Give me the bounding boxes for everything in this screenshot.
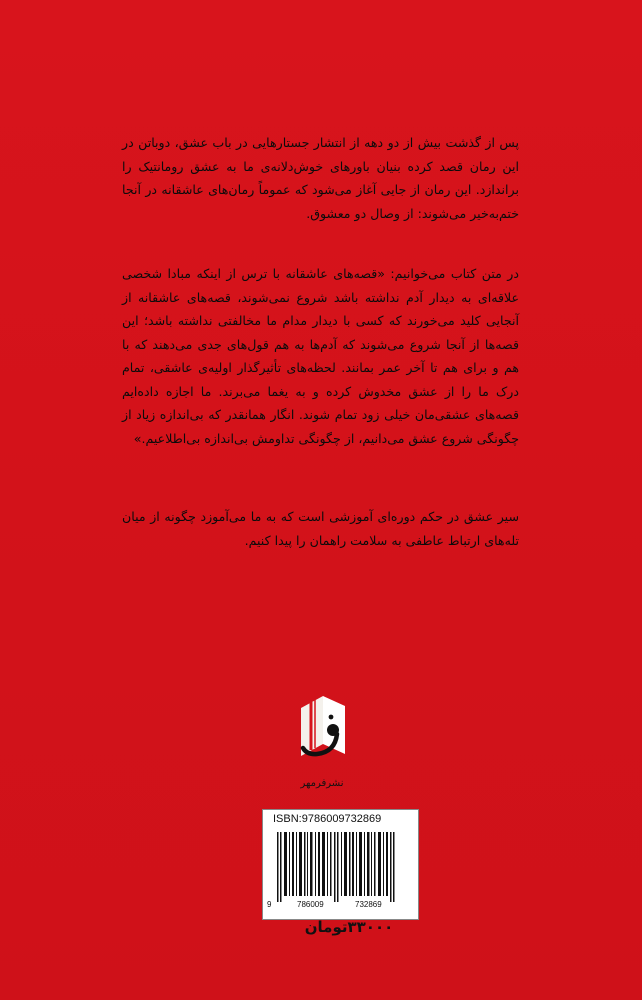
quote-paragraph <box>122 262 519 450</box>
barcode-digit-group: 9 <box>267 900 272 909</box>
barcode-digit-group: 786009 <box>297 900 324 909</box>
paragraph-text: در متن کتاب می‌خوانیم: «قصه‌های عاشقانه با ترس از اینکه مبادا شخصی علاقه‌ای به دیدار آدم نداشته باشد شروع نمی‌شوند، قصه‌های عاشقانه از آنجایی کلید می‌خورند که کسی با دیدار مدام ما مخالفتی نداشته باشد؛ این قصه‌ها از آنجا شروع می‌شوند که آدم‌ها به هم قول‌های جدی می‌دهند که با هم و برای هم تا آخر عمر بمانند. لحظه‌های تأثیرگذار اولیه‌ی عاشقی، تمام درک ما را از عشق مخدوش کرده و به یغما می‌برند. ما اجازه داده‌ایم قصه‌های عشقی‌مان خیلی زود تمام شوند. انگار همانقدر که بی‌اندازه زیاد از چگونگی شروع عشق می‌دانیم، از چگونگی تداومش بی‌اندازه بی‌اطلاعیم.» <box>122 266 519 446</box>
synopsis-paragraph-3 <box>122 505 519 552</box>
barcode <box>262 809 419 920</box>
paragraph-text: پس از گذشت بیش از دو دهه از انتشار جستارهایی در باب عشق، دوباتن در این رمان قصد کرده بنیان باورهای خوش‌دلانه‌ی ما به عشق رومانتیک را براندازد. این رمان از جایی آغاز می‌شود که عموماً رمان‌های عاشقانه در آنجا ختم‌به‌خیر می‌شوند: از وصال دو معشوق. <box>122 135 519 221</box>
paragraph-text: سیر عشق در حکم دوره‌ای آموزشی است که به ما می‌آموزد چگونه از میان تله‌های ارتباط عاطفی به سلامت راهمان را پیدا کنیم. <box>122 509 519 548</box>
barcode-bars <box>271 832 411 902</box>
price: ۳۳۰۰۰تومان <box>304 918 394 936</box>
barcode-digit-group: 732869 <box>355 900 382 909</box>
synopsis-paragraph-1 <box>122 131 519 225</box>
publisher-name: نشرفرمهر <box>300 778 344 789</box>
isbn-text: ISBN:9786009732869 <box>273 813 382 825</box>
